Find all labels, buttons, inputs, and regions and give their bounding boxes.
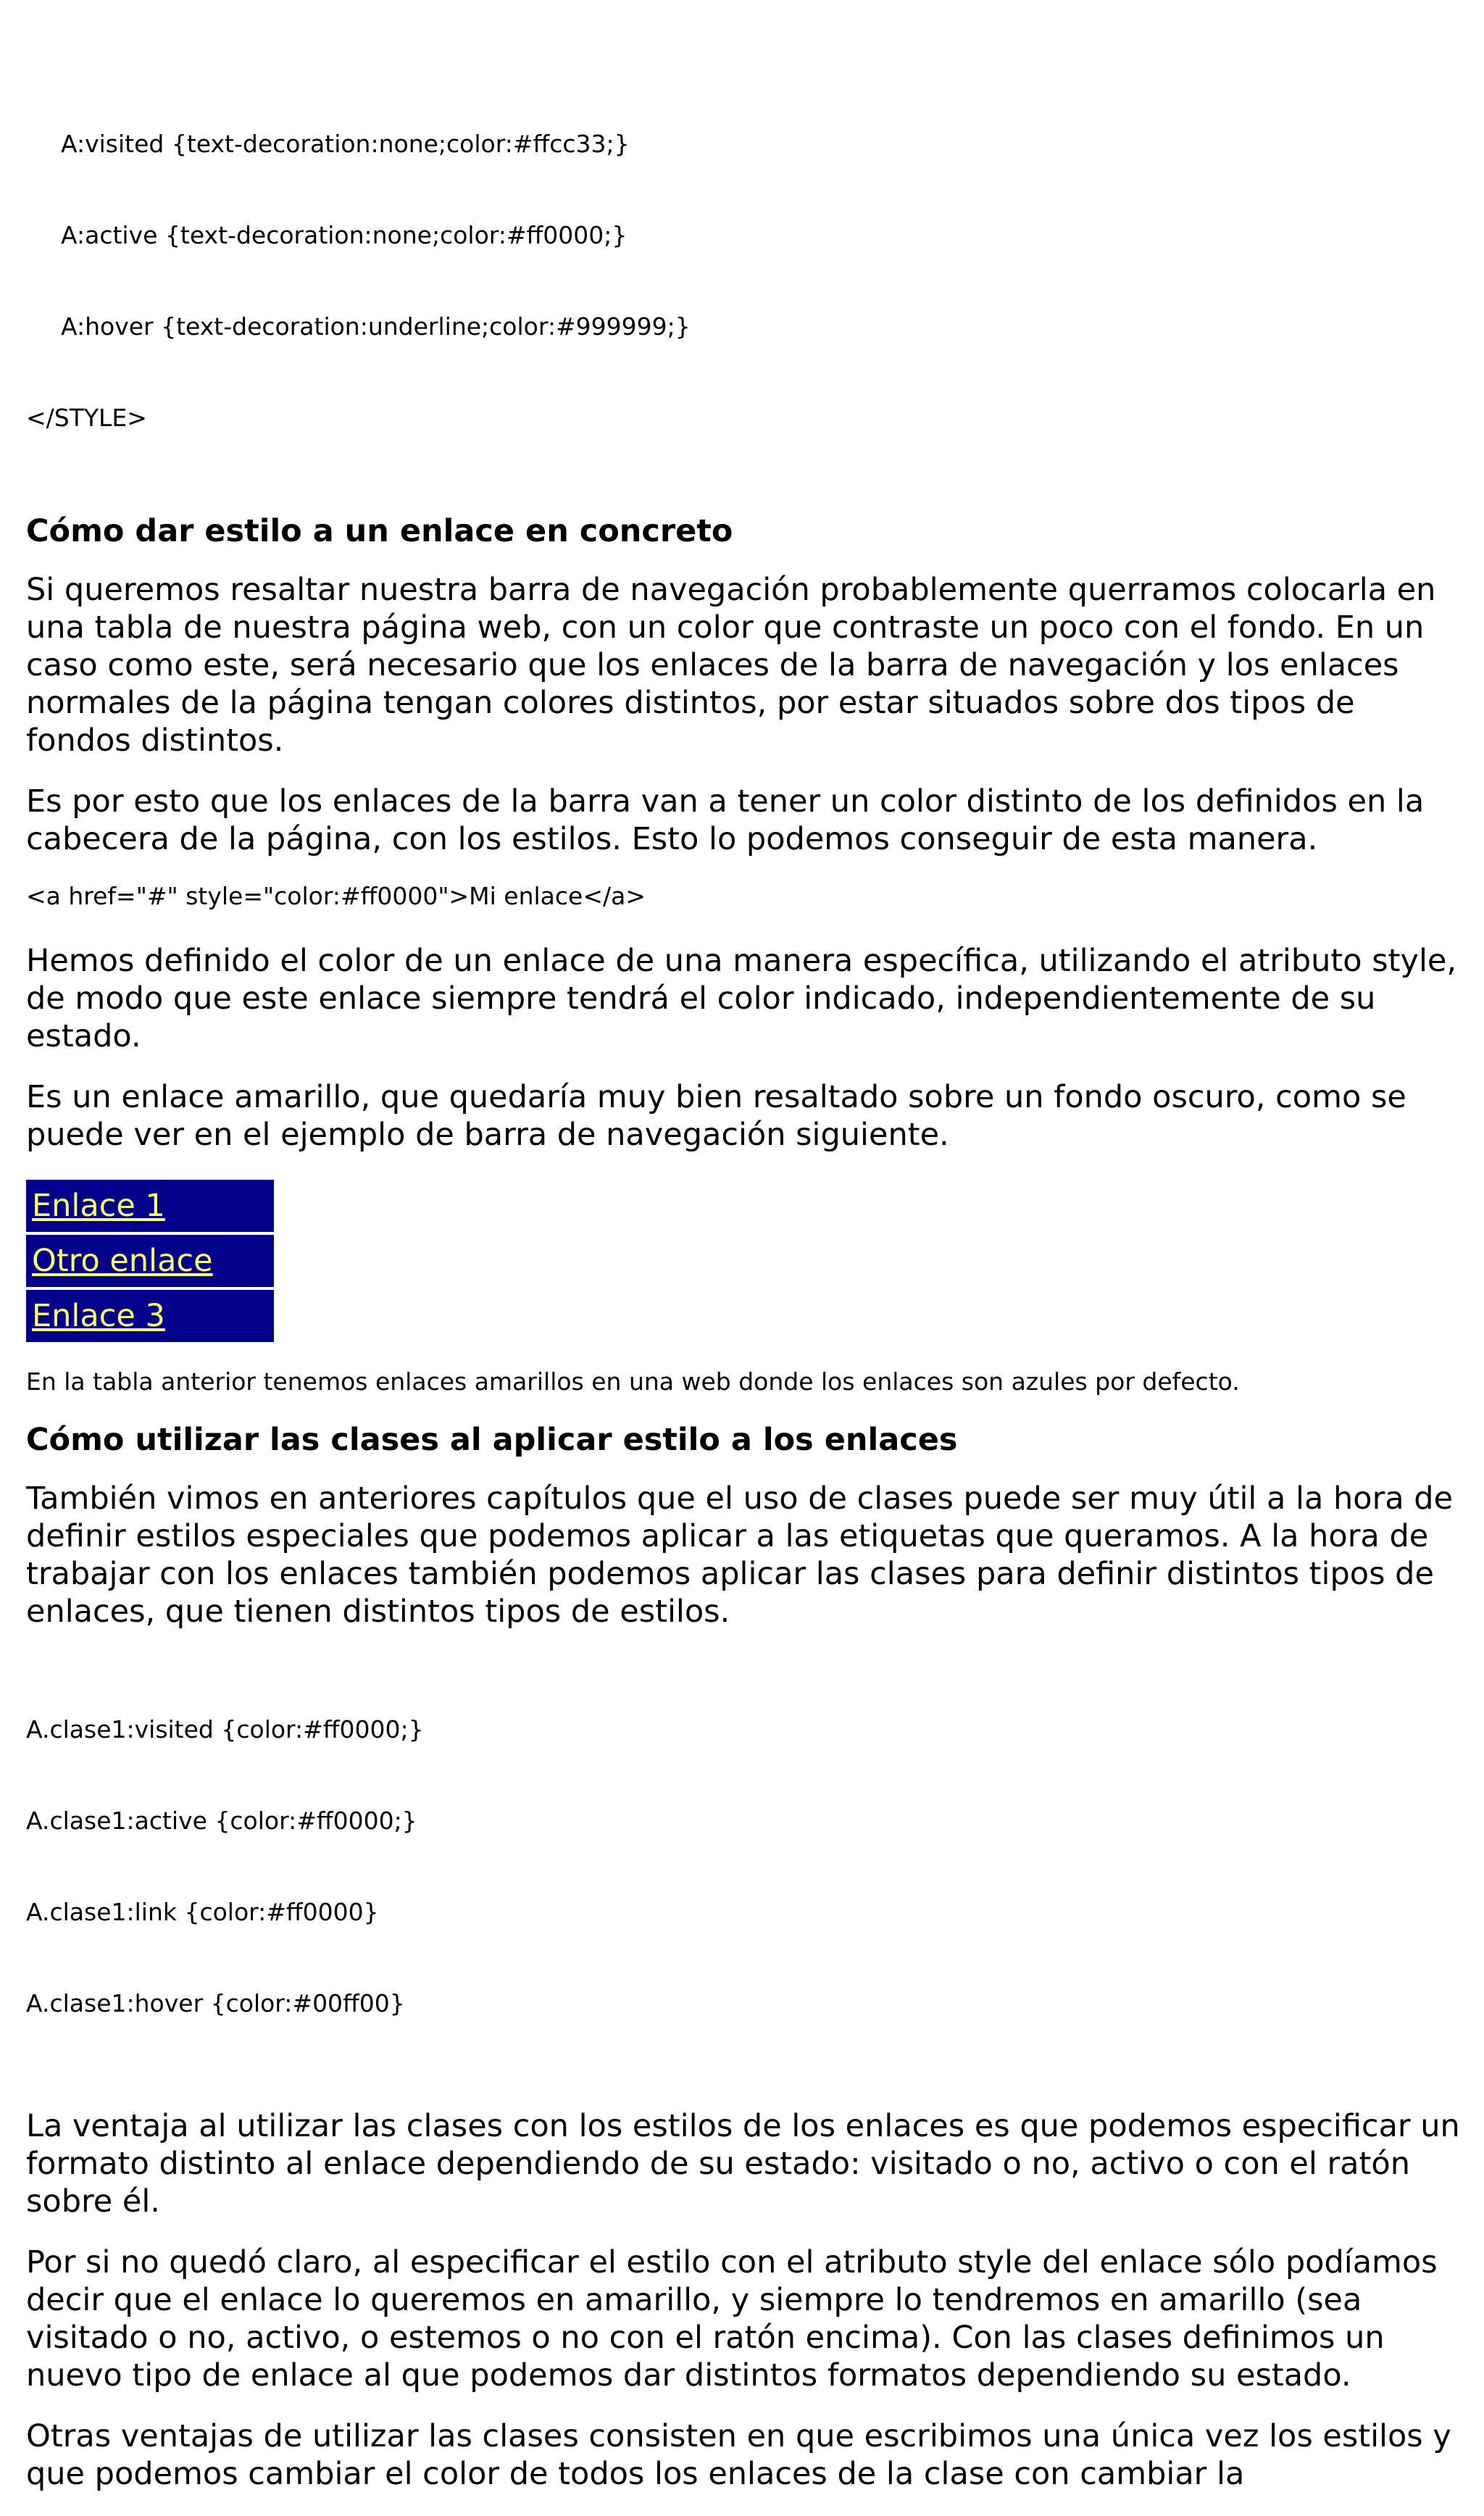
nav-row	[26, 1290, 274, 1342]
code-line: </STYLE>	[26, 404, 147, 432]
html-code-example: <a href="#" style="color:#ff0000">Mi enlace</a>	[26, 882, 646, 910]
code-line: A.clase1:link {color:#ff0000}	[26, 1898, 379, 1926]
code-line: A:hover {text-decoration:underline;color:#999999;}	[61, 312, 691, 341]
code-line: A.clase1:hover {color:#00ff00}	[26, 1989, 405, 2017]
css-code-block-classes	[26, 1654, 1461, 2080]
document-page	[26, 68, 1461, 2516]
nav-cell	[26, 1290, 274, 1342]
paragraph: También vimos en anteriores capítulos que el uso de clases puede ser muy útil a la hora de definir estilos especiales que podemos aplicar a las etiquetas que queramos. A la hora de trabajar con los enlaces también podemos aplicar las clases para definir distintos tipos de enlaces, que tienen distintos tipos de estilos.	[26, 1480, 1454, 1630]
section-heading-classes: Cómo utilizar las clases al aplicar estilo a los enlaces	[26, 1422, 958, 1458]
nav-cell	[26, 1235, 274, 1287]
paragraph: Si queremos resaltar nuestra barra de navegación probablemente querramos colocarla en una tabla de nuestra página web, con un color que contraste un poco con el fondo. En un caso como este, será necesario que los enlaces de la barra de navegación y los enlaces normales de la página tengan colores distintos, por estar situados sobre dos tipos de fondos distintos.	[26, 572, 1436, 759]
paragraph: Otras ventajas de utilizar las clases consisten en que escribimos una única vez los estilos y que podemos cambiar el color de todos los enlaces de la clase con cambiar la	[26, 2418, 1451, 2492]
code-line: A:visited {text-decoration:none;color:#ffcc33;}	[61, 130, 630, 158]
paragraph: Por si no quedó claro, al especificar el estilo con el atributo style del enlace sólo podíamos decir que el enlace lo queremos en amarillo, y siempre lo tendremos en amarillo (sea visitado o no, activo, o estemos o no con el ratón encima). Con las clases definimos un nuevo tipo de enlace al que podemos dar distintos formatos dependiendo su estado.	[26, 2244, 1438, 2394]
table-caption: En la tabla anterior tenemos enlaces amarillos en una web donde los enlaces son azules por defecto.	[26, 1367, 1240, 1396]
navigation-bar-example	[26, 1177, 274, 1345]
paragraph: Es un enlace amarillo, que quedaría muy bien resaltado sobre un fondo oscuro, como se puede ver en el ejemplo de barra de navegación siguiente.	[26, 1079, 1406, 1153]
css-code-block-top	[26, 68, 1461, 494]
nav-link-otro-enlace[interactable]: Otro enlace	[32, 1243, 213, 1279]
nav-row	[26, 1235, 274, 1287]
paragraph: Hemos definido el color de un enlace de una manera específica, utilizando el atributo style, de modo que este enlace siempre tendrá el color indicado, independientemente de su estado.	[26, 943, 1457, 1054]
nav-cell	[26, 1180, 274, 1232]
code-line: A.clase1:visited {color:#ff0000;}	[26, 1715, 424, 1744]
nav-link-enlace-1[interactable]: Enlace 1	[32, 1188, 165, 1224]
code-line: A.clase1:active {color:#ff0000;}	[26, 1807, 417, 1835]
code-line: A:active {text-decoration:none;color:#ff0000;}	[61, 221, 628, 249]
paragraph: Es por esto que los enlaces de la barra van a tener un color distinto de los definidos en la cabecera de la página, con los estilos. Esto lo podemos conseguir de esta manera.	[26, 783, 1425, 857]
nav-link-enlace-3[interactable]: Enlace 3	[32, 1298, 165, 1334]
paragraph: La ventaja al utilizar las clases con los estilos de los enlaces es que podemos especificar un formato distinto al enlace dependiendo de su estado: visitado o no, activo o con el ratón sobre él.	[26, 2108, 1460, 2220]
section-heading-link-style: Cómo dar estilo a un enlace en concreto	[26, 513, 733, 549]
nav-row	[26, 1180, 274, 1232]
